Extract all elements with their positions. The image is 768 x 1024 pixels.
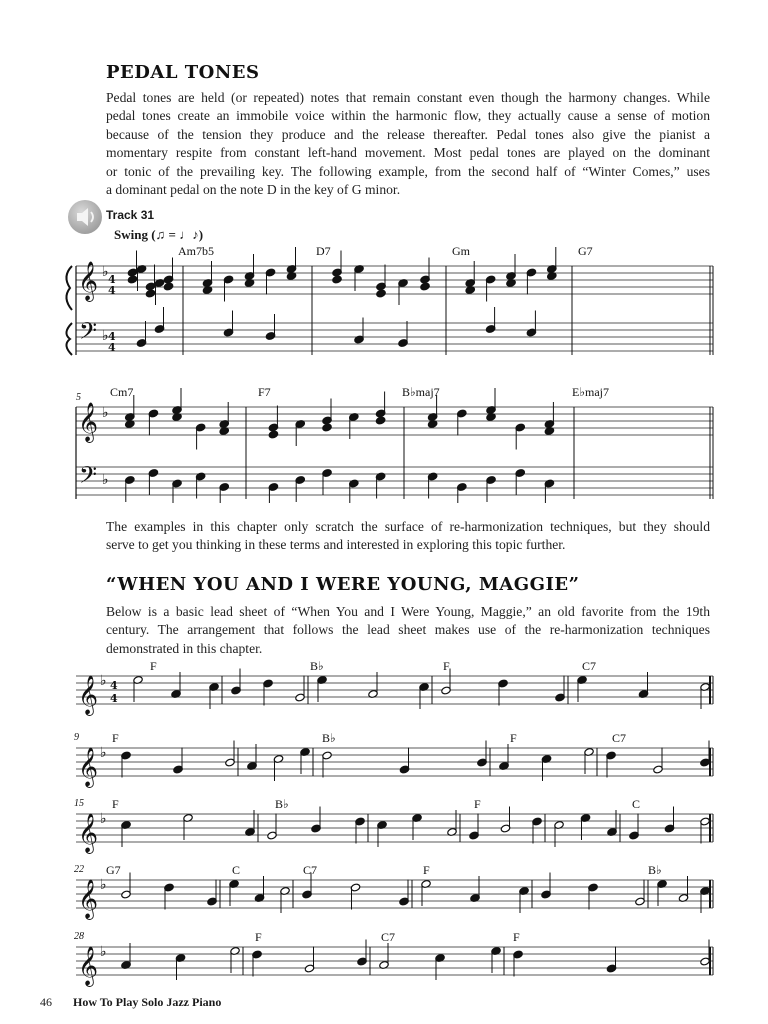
chord-symbol: F xyxy=(423,863,430,877)
chord-symbol: C7 xyxy=(381,930,396,944)
chord-symbol: G7 xyxy=(106,863,121,877)
lead-sheet-staff-2 xyxy=(0,728,768,788)
chord-symbol: F xyxy=(443,659,450,673)
measure-number: 22 xyxy=(74,864,84,875)
chord-symbol: F7 xyxy=(258,385,271,399)
transition-paragraph xyxy=(106,518,710,555)
treble-clef-icon: 𝄞 xyxy=(78,946,99,986)
section-heading-pedal-tones: PEDAL TONES xyxy=(106,62,260,83)
lead-sheet-staff-3 xyxy=(0,794,768,854)
svg-text:4: 4 xyxy=(108,341,116,354)
svg-text:4: 4 xyxy=(108,330,116,343)
grand-staff-system-2 xyxy=(0,383,768,503)
measure-number: 28 xyxy=(74,931,84,942)
chord-symbol: C xyxy=(232,863,241,877)
chord-symbol: B♭ xyxy=(310,659,324,673)
paragraph-line: demonstrated in this chapter. xyxy=(106,640,263,656)
chord-symbol: C xyxy=(632,797,641,811)
swing-marking: Swing (♫ = ♩♪) xyxy=(114,227,204,242)
note-head xyxy=(127,275,137,284)
note-head xyxy=(163,282,173,291)
pedal-tones-paragraph xyxy=(106,89,710,199)
chord-symbol: B♭ xyxy=(275,797,289,811)
paragraph-line: The examples in this chapter only scratch the surface of re-harmonization techniques, but they should xyxy=(106,519,710,534)
treble-clef-icon: 𝄞 xyxy=(78,813,99,853)
measure-number: 15 xyxy=(74,798,84,809)
paragraph-line: or tonic of the prevailing key. The following example, from the second half of “Winter Comes,” uses xyxy=(106,163,710,179)
note-head xyxy=(332,275,342,284)
chord-symbol: Gm xyxy=(452,244,470,258)
paragraph-line: Below is a basic lead sheet of “When You and I Were Young, Maggie,” an old favorite from the 19th xyxy=(106,604,710,619)
note-head xyxy=(145,289,155,298)
chord-symbol: B♭ xyxy=(648,863,662,877)
chord-symbol: E♭maj7 xyxy=(572,385,609,399)
flat-icon: ♭ xyxy=(100,811,107,827)
flat-icon: ♭ xyxy=(100,745,107,761)
note-head xyxy=(375,416,385,425)
track-label: Track 31 xyxy=(106,208,155,222)
svg-text:4: 4 xyxy=(108,273,116,286)
chord-symbol: F xyxy=(474,797,481,811)
bass-clef-icon: 𝄢 xyxy=(79,461,98,494)
speaker-icon[interactable] xyxy=(68,200,102,234)
paragraph-line: because of the tension they produce and the release thereafter. Pedal tones also give the pianist a xyxy=(106,126,710,142)
svg-text:4: 4 xyxy=(110,692,118,705)
svg-text:♭: ♭ xyxy=(102,328,109,344)
chord-symbol: F xyxy=(510,731,517,745)
lead-sheet-staff-1 xyxy=(0,656,768,716)
note-head xyxy=(268,430,278,439)
lead-sheet-staff-4 xyxy=(0,860,768,920)
flat-icon: ♭ xyxy=(100,944,107,960)
treble-clef-icon: 𝄞 xyxy=(78,879,99,919)
measure-number: 9 xyxy=(74,732,79,743)
flat-icon: ♭ xyxy=(100,877,107,893)
chord-symbol: G7 xyxy=(578,244,593,258)
svg-text:4: 4 xyxy=(110,679,118,692)
chord-symbol: C7 xyxy=(303,863,318,877)
page-footer xyxy=(40,995,221,1010)
chord-symbol: B♭ xyxy=(322,731,336,745)
svg-text:♭: ♭ xyxy=(102,264,109,280)
paragraph-line: pedal tones create an immobile voice within the harmonic flow, they actually cause a sense of motion xyxy=(106,108,710,124)
chord-symbol: F xyxy=(112,731,119,745)
brace-icon xyxy=(66,266,72,355)
maggie-paragraph xyxy=(106,603,710,658)
svg-text:♭: ♭ xyxy=(102,405,109,421)
chord-symbol: F xyxy=(150,659,157,673)
book-title: How To Play Solo Jazz Piano xyxy=(73,995,222,1009)
chord-symbol: F xyxy=(112,797,119,811)
note-head xyxy=(376,289,386,298)
section-heading-maggie: “WHEN YOU AND I WERE YOUNG, MAGGIE” xyxy=(106,574,580,595)
treble-clef-icon: 𝄞 xyxy=(78,675,99,715)
chord-symbol: B♭maj7 xyxy=(402,385,440,399)
chord-symbol: F xyxy=(513,930,520,944)
chord-symbol: Am7b5 xyxy=(178,244,214,258)
svg-text:♭: ♭ xyxy=(102,472,109,488)
treble-clef-icon: 𝄞 xyxy=(78,261,99,301)
chord-symbol: Cm7 xyxy=(110,385,134,399)
chord-symbol: C7 xyxy=(612,731,627,745)
treble-clef-icon: 𝄞 xyxy=(78,402,99,442)
page-number: 46 xyxy=(40,995,52,1009)
lead-sheet-staff-5 xyxy=(0,927,768,987)
grand-staff-system-1 xyxy=(0,240,768,360)
note-head xyxy=(322,423,332,432)
note-head xyxy=(420,282,430,291)
svg-text:4: 4 xyxy=(108,284,116,297)
paragraph-line: serve to get you thinking in these terms and interested in exploring this topic further. xyxy=(106,537,566,553)
flat-icon: ♭ xyxy=(100,673,107,689)
paragraph-line: momentary respite from constant left-hand movement. Most pedal tones are played on the dominant xyxy=(106,145,710,161)
paragraph-line: century. The arrangement that follows the lead sheet makes use of the re-harmonization techniques xyxy=(106,622,710,638)
chord-symbol: D7 xyxy=(316,244,331,258)
paragraph-line: Pedal tones are held (or repeated) notes that remain constant even though the harmony changes. While xyxy=(106,90,710,105)
measure-number: 5 xyxy=(76,392,81,403)
bass-clef-icon: 𝄢 xyxy=(79,317,98,350)
chord-symbol: C7 xyxy=(582,659,597,673)
paragraph-line: a dominant pedal on the note D in the key of G minor. xyxy=(106,182,401,198)
chord-symbol: F xyxy=(255,930,262,944)
treble-clef-icon: 𝄞 xyxy=(78,747,99,787)
